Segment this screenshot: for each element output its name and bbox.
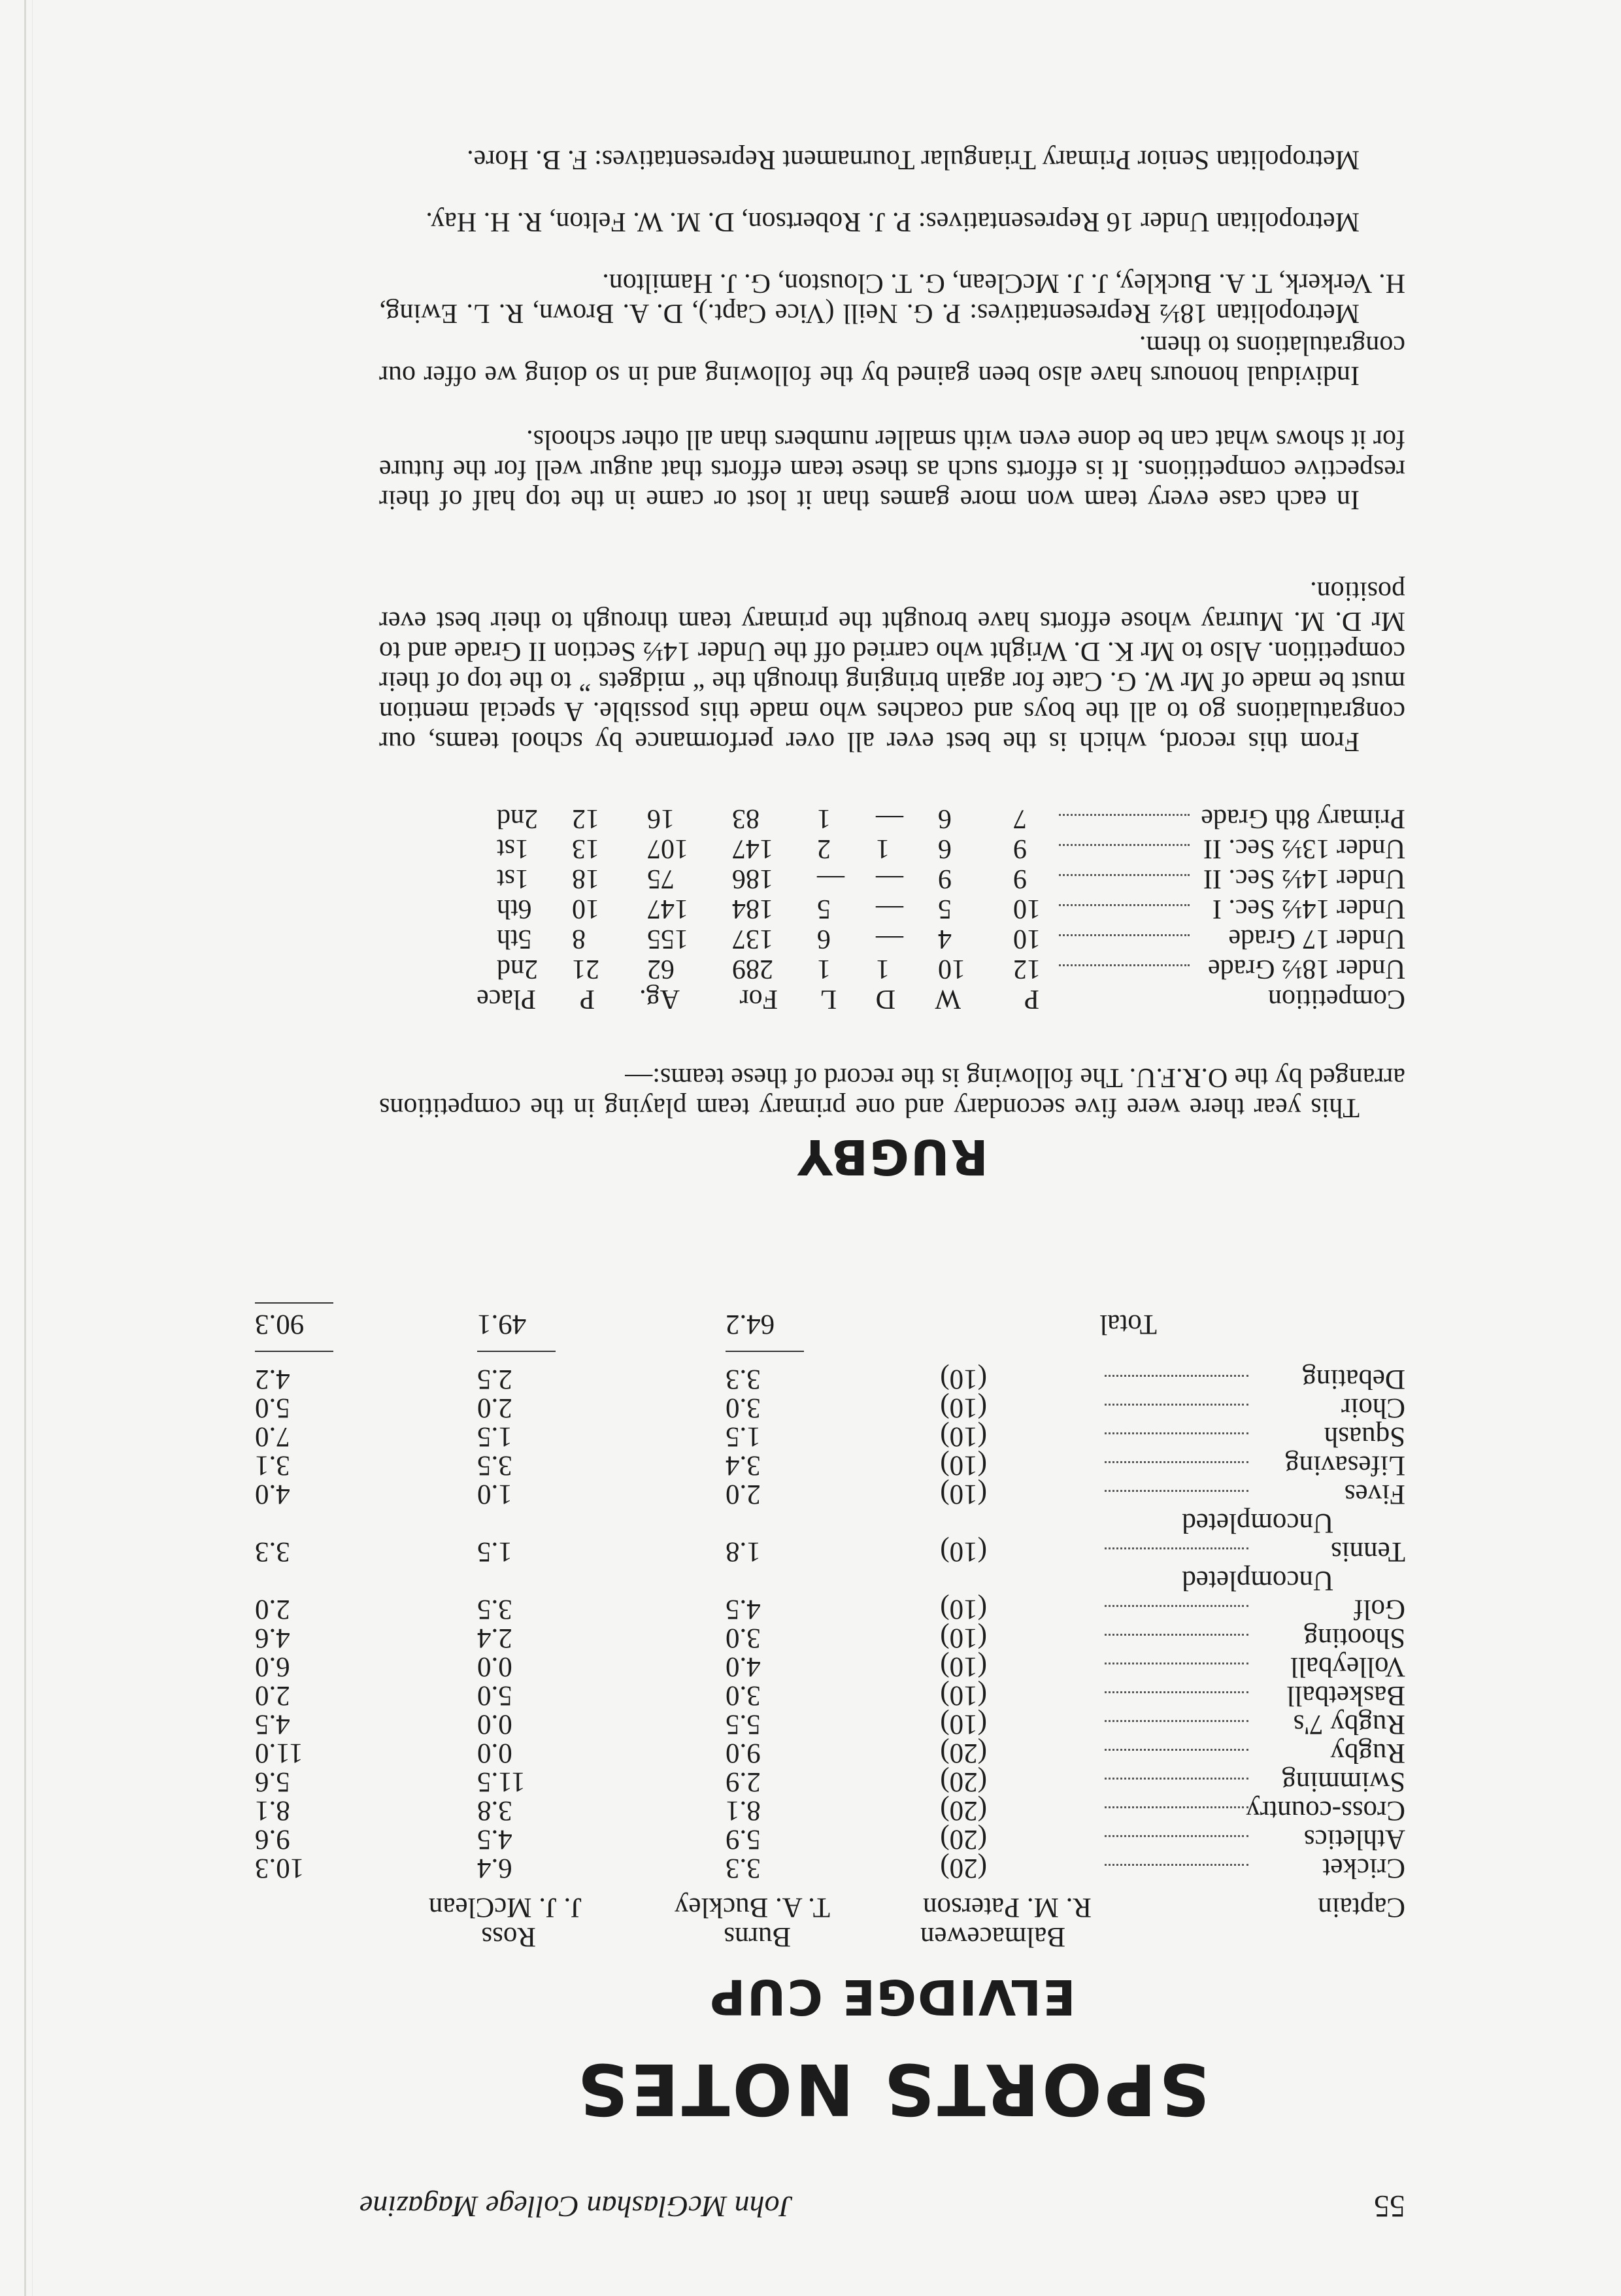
captain-label: Captain [1318, 1892, 1405, 1923]
house-points: 2.0 [726, 1479, 761, 1510]
elvidge-row [255, 1623, 1405, 1654]
column-header: P [1024, 984, 1039, 1014]
event-name: Rugby [1330, 1738, 1405, 1768]
leader-dots [1105, 1432, 1248, 1434]
record-value: 12 [572, 803, 599, 834]
rugby-paragraph: From this record, which is the best ever all over performance by school teams, our congratulations go to all the boys and coaches who made this possible. A special mention must be made of Mr W. G. Cate for again bringing through the “ midgets ” to the top of their competition. Also to Mr K. D. Wright who carried off the Under 14½ Section II Grade and to Mr D. M. Murray whose efforts have brought the primary team through to their best ever position. [379, 576, 1405, 756]
competition-name: Under 18½ Grade [1207, 954, 1405, 984]
house-points: 5.5 [726, 1709, 761, 1740]
record-value: 1st [497, 834, 529, 864]
max-points: (10) [940, 1421, 987, 1452]
rugby-heading: RUGBY [796, 1128, 988, 1185]
leader-dots [1105, 1691, 1248, 1693]
max-points: (10) [940, 1479, 987, 1510]
record-value: — [876, 803, 903, 834]
record-value: 5th [497, 924, 532, 954]
sports-notes-heading: SPORTS NOTES [575, 2048, 1210, 2129]
house-points: 3.3 [726, 1853, 761, 1883]
house-points: 4.6 [255, 1623, 290, 1653]
house-points: 3.4 [726, 1450, 761, 1481]
total-row [255, 1308, 1405, 1347]
captain-name: R. M. Paterson [923, 1892, 1092, 1923]
elvidge-row [255, 1594, 1405, 1625]
rugby-paragraph: Metropolitan 18½ Representatives: P. G. Neill (Vice Capt.), D. A. Brown, R. L. Ewing, H. Verkerk, T. A. Buckley, J. J. McClean, G. T. Clouston, G. J. Hamilton. [379, 268, 1405, 328]
rugby-paragraph: Individual honours have also been gained by the following and in so doing we offer our congratulations to them. [379, 330, 1405, 390]
house-points: 3.0 [726, 1393, 761, 1423]
house-total: 64.2 [726, 1309, 775, 1340]
column-header: For [739, 984, 778, 1014]
leader-dots [1105, 1864, 1248, 1866]
record-value: — [876, 864, 903, 894]
magazine-title: John McGlashan College Magazine [359, 2190, 794, 2223]
record-value: 10 [1013, 894, 1041, 924]
house-name: Burns [724, 1921, 791, 1952]
max-points: (20) [940, 1824, 987, 1855]
house-points: 3.5 [477, 1450, 512, 1481]
uncompleted-note: Uncompleted [1182, 1508, 1333, 1538]
event-name: Athletics [1303, 1824, 1405, 1855]
elvidge-row [255, 1853, 1405, 1884]
leader-dots [1105, 1835, 1248, 1837]
house-points: 3.1 [255, 1450, 290, 1481]
leader-dots [1059, 814, 1190, 816]
rugby-paragraph: Metropolitan Under 16 Representatives: P. J. Robertson, D. M. W. Felton, R. H. Hay. [426, 207, 1360, 237]
rugby-paragraph: In each case every team won more games than it lost or came in the top half of their respective competitions. It is efforts such as these team efforts that augur well for the future for it shows what can be done even with smaller numbers than all other schools. [379, 424, 1405, 515]
record-value: 83 [732, 803, 760, 834]
leader-dots [1105, 1490, 1248, 1492]
record-value: 9 [938, 864, 952, 894]
house-points: 5.6 [255, 1766, 290, 1797]
event-name: Lifesaving [1285, 1450, 1405, 1481]
event-name: Basketball [1286, 1680, 1405, 1711]
record-value: — [876, 924, 903, 954]
elvidge-row [255, 1651, 1405, 1683]
record-value: 1 [876, 954, 890, 984]
event-name: Cricket [1322, 1853, 1405, 1883]
competition-name: Under 13½ Sec. II [1203, 834, 1405, 864]
record-value: 2nd [497, 803, 538, 834]
leader-dots [1105, 1634, 1248, 1636]
note-row [359, 1565, 1405, 1596]
house-points: 2.0 [255, 1680, 290, 1711]
record-value: 6th [497, 894, 532, 924]
record-value: 12 [1013, 954, 1041, 984]
rugby-row [359, 834, 1405, 864]
max-points: (10) [940, 1393, 987, 1423]
record-value: 5 [817, 894, 831, 924]
total-rule [726, 1351, 804, 1352]
event-name: Cross-country [1246, 1795, 1405, 1826]
house-points: 6.0 [255, 1651, 290, 1682]
max-points: (10) [940, 1450, 987, 1481]
house-points: 2.0 [477, 1393, 512, 1423]
elvidge-row [255, 1709, 1405, 1740]
record-value: 5 [938, 894, 952, 924]
house-points: 2.4 [477, 1623, 512, 1653]
house-total: 90.3 [255, 1309, 305, 1340]
rugby-row [359, 894, 1405, 924]
max-points: (10) [940, 1651, 987, 1682]
record-value: 10 [572, 894, 599, 924]
rugby-row [359, 924, 1405, 954]
max-points: (20) [940, 1738, 987, 1768]
column-header: D [875, 984, 895, 1014]
record-value: 147 [647, 894, 688, 924]
leader-dots [1105, 1547, 1248, 1549]
record-value: 10 [1013, 924, 1041, 954]
leader-dots [1105, 1375, 1248, 1377]
leader-dots [1059, 964, 1190, 966]
elvidge-row [255, 1450, 1405, 1481]
house-points: 3.0 [726, 1623, 761, 1653]
house-name: Ross [481, 1921, 536, 1952]
competition-name: Under 14½ Sec. II [1203, 864, 1405, 894]
record-value: 75 [647, 864, 675, 894]
house-points: 1.5 [477, 1536, 512, 1567]
event-name: Choir [1341, 1393, 1405, 1423]
record-value: 6 [938, 834, 952, 864]
elvidge-cup-table [255, 1308, 1405, 1884]
rugby-row [359, 954, 1405, 985]
house-points: 1.0 [477, 1479, 512, 1510]
event-name: Tennis [1330, 1536, 1405, 1567]
elvidge-row [255, 1680, 1405, 1712]
house-points: 1.5 [477, 1421, 512, 1452]
max-points: (10) [940, 1680, 987, 1711]
house-points: 3.5 [477, 1594, 512, 1625]
elvidge-row [255, 1738, 1405, 1769]
captains-row [359, 1887, 1405, 1923]
column-header: Ag. [639, 984, 680, 1014]
record-value: 7 [1013, 803, 1027, 834]
leader-dots [1105, 1461, 1248, 1463]
house-points: 7.0 [255, 1421, 290, 1452]
max-points: (20) [940, 1795, 987, 1826]
house-points: 3.3 [726, 1364, 761, 1394]
house-points: 0.0 [477, 1738, 512, 1768]
max-points: (10) [940, 1536, 987, 1567]
house-points: 5.0 [255, 1393, 290, 1423]
captain-name: T. A. Buckley [674, 1892, 830, 1923]
leader-dots [1059, 844, 1190, 846]
event-name: Fives [1344, 1479, 1405, 1510]
competition-name: Under 14½ Sec. I [1212, 894, 1405, 924]
house-points: 4.2 [255, 1364, 290, 1394]
house-points: 9.6 [255, 1824, 290, 1855]
elvidge-row [255, 1824, 1405, 1855]
house-points: 8.1 [726, 1795, 761, 1826]
rugby-paragraph: Metropolitan Senior Primary Triangular Tournament Representatives: F. B. Hore. [467, 144, 1360, 175]
record-value: 1 [876, 834, 890, 864]
leader-dots [1105, 1605, 1248, 1607]
elvidge-row [255, 1393, 1405, 1424]
leader-dots [1105, 1404, 1248, 1406]
rugby-row [359, 804, 1405, 834]
house-points: 4.0 [255, 1479, 290, 1510]
house-points: 4.5 [726, 1594, 761, 1625]
total-rule [255, 1351, 333, 1352]
max-points: (20) [940, 1766, 987, 1797]
house-points: 11.0 [255, 1738, 303, 1768]
rugby-row [359, 864, 1405, 894]
elvidge-row [255, 1536, 1405, 1568]
house-points: 8.1 [255, 1795, 290, 1826]
max-points: (10) [940, 1594, 987, 1625]
record-value: 155 [647, 924, 688, 954]
total-underline [255, 1302, 333, 1304]
house-points: 5.9 [726, 1824, 761, 1855]
page-spine-line [24, 0, 26, 2296]
leader-dots [1105, 1720, 1248, 1722]
event-name: Debating [1302, 1364, 1405, 1394]
competition-name: Under 17 Grade [1228, 924, 1405, 954]
house-points: 6.4 [477, 1853, 512, 1883]
event-name: Shooting [1303, 1623, 1405, 1653]
record-value: — [876, 894, 903, 924]
competition-name: Primary 8th Grade [1201, 803, 1405, 834]
column-header: Competition [1268, 984, 1405, 1014]
record-value: 21 [572, 954, 599, 984]
record-value: 2 [817, 834, 831, 864]
page-number: 55 [1374, 2189, 1405, 2223]
record-value: 6 [938, 803, 952, 834]
house-points: 4.0 [726, 1651, 761, 1682]
leader-dots [1105, 1778, 1248, 1780]
leader-dots [1105, 1806, 1248, 1808]
rugby-record-table [359, 804, 1405, 1015]
elvidge-row [255, 1479, 1405, 1510]
record-value: 4 [938, 924, 952, 954]
event-name: Rugby 7's [1293, 1709, 1405, 1740]
column-header: Place [476, 984, 536, 1014]
house-points: 3.8 [477, 1795, 512, 1826]
record-value: 1 [817, 954, 831, 984]
leader-dots [1105, 1749, 1248, 1751]
max-points: (20) [940, 1853, 987, 1883]
max-points: (10) [940, 1709, 987, 1740]
record-value: 62 [647, 954, 675, 984]
house-points: 4.5 [255, 1709, 290, 1740]
house-points: 2.9 [726, 1766, 761, 1797]
max-points: (10) [940, 1623, 987, 1653]
column-header: W [935, 984, 961, 1014]
house-points: 2.0 [255, 1594, 290, 1625]
leader-dots [1059, 874, 1190, 876]
record-value: 16 [647, 803, 675, 834]
event-name: Volleyball [1290, 1651, 1405, 1682]
record-value: 10 [938, 954, 965, 984]
record-value: 186 [732, 864, 773, 894]
page-spine-shadow [32, 0, 33, 2296]
house-points: 4.5 [477, 1824, 512, 1855]
record-value: 18 [572, 864, 599, 894]
house-points: 0.0 [477, 1709, 512, 1740]
record-value: 9 [1013, 864, 1027, 894]
page-header [359, 2178, 1405, 2231]
record-value: 289 [732, 954, 773, 984]
event-name: Squash [1324, 1421, 1405, 1452]
leader-dots [1059, 934, 1190, 936]
event-name: Swimming [1282, 1766, 1405, 1797]
elvidge-cup-heading: ELVIDGE CUP [709, 1968, 1076, 2025]
rugby-header-row [359, 985, 1405, 1015]
rugby-intro: This year there were five secondary and one primary team playing in the competitions arranged by the O.R.F.U. The following is the record of these teams:— [379, 1062, 1405, 1123]
uncompleted-note: Uncompleted [1182, 1565, 1333, 1596]
house-points: 10.3 [255, 1853, 305, 1883]
record-value: 107 [647, 834, 688, 864]
record-value: 1st [497, 864, 529, 894]
house-points: 1.5 [726, 1421, 761, 1452]
column-header: P [579, 984, 595, 1014]
record-value: 1 [817, 803, 831, 834]
event-name: Golf [1354, 1594, 1405, 1625]
record-value: 6 [817, 924, 831, 954]
record-value: 9 [1013, 834, 1027, 864]
record-value: 13 [572, 834, 599, 864]
house-points: 11.5 [477, 1766, 526, 1797]
record-value: 147 [732, 834, 773, 864]
house-points: 5.0 [477, 1680, 512, 1711]
record-value: 184 [732, 894, 773, 924]
house-points: 9.0 [726, 1738, 761, 1768]
house-name: Balmacewen [920, 1921, 1065, 1952]
record-value: 137 [732, 924, 773, 954]
house-points: 3.0 [726, 1680, 761, 1711]
total-label: Total [1099, 1309, 1157, 1340]
column-header: L [820, 984, 837, 1014]
max-points: (10) [940, 1364, 987, 1394]
house-points: 0.0 [477, 1651, 512, 1682]
leader-dots [1059, 904, 1190, 906]
elvidge-row [255, 1766, 1405, 1798]
elvidge-row [255, 1421, 1405, 1453]
record-value: 2nd [497, 954, 538, 984]
captain-name: J. J. McClean [428, 1892, 582, 1923]
record-value: 8 [572, 924, 586, 954]
elvidge-row [255, 1795, 1405, 1827]
house-total: 49.1 [477, 1309, 527, 1340]
house-points: 2.5 [477, 1364, 512, 1394]
leader-dots [1105, 1663, 1248, 1664]
elvidge-row [255, 1364, 1405, 1395]
record-value: — [817, 864, 844, 894]
total-rule [477, 1351, 556, 1352]
house-points: 3.3 [255, 1536, 290, 1567]
house-points: 1.8 [726, 1536, 761, 1567]
note-row [359, 1510, 1405, 1539]
